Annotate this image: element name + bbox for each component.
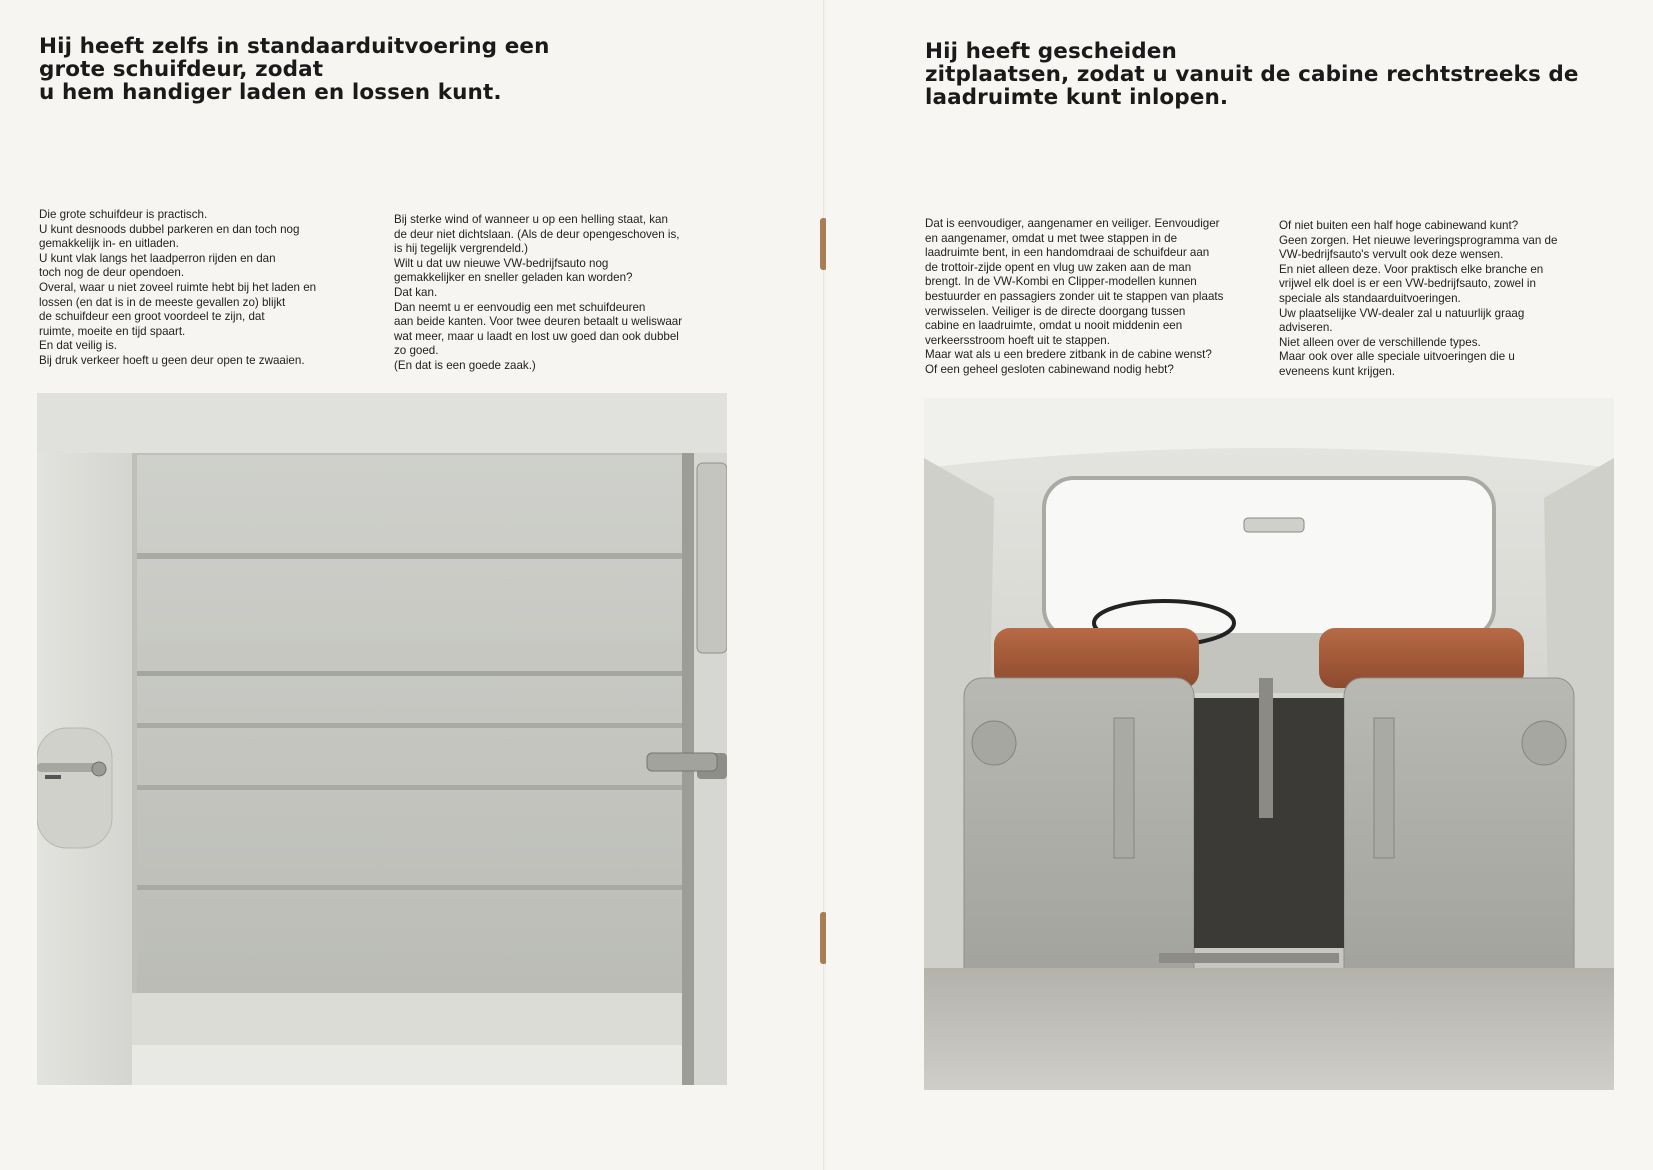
left-headline: Hij heeft zelfs in standaarduitvoering een grote schuifdeur, zodat u hem handiger laden en lossen kunt. — [39, 34, 550, 105]
sliding-door-photo — [37, 393, 727, 1085]
left-body-column-2: Bij sterke wind of wanneer u op een helling staat, kan de deur niet dichtslaan. (Als de deur opengeschoven is, is hij tegelijk vergrendeld.) Wilt u dat uw nieuwe VW-bedrijfsauto nog gemakkelijker en sneller geladen kan worden? Dat kan. Dan neemt u er eenvoudig een met schuifdeuren aan beide kanten. Voor twee deuren betaalt u weliswaar wat meer, maar u laadt en lost uw goed dan ook dubbel zo goed. (En dat is een goede zaak.) — [394, 213, 683, 372]
left-page — [0, 0, 826, 1170]
left-body-column-1: Die grote schuifdeur is practisch. U kunt desnoods dubbel parkeren en dan toch nog gemakkelijk in- en uitladen. U kunt vlak langs het laadperron rijden en dan toch nog de deur opendoen. Overal, waar u niet zoveel ruimte hebt bij het laden en lossen (en dat is in de meeste gevallen zo) blijkt de schuifdeur een groot voordeel te zijn, dat ruimte, moeite en tijd spaart. En dat veilig is. Bij druk verkeer hoeft u geen deur open te zwaaien. — [39, 208, 317, 367]
right-body-column-2: Of niet buiten een half hoge cabinewand kunt? Geen zorgen. Het nieuwe leveringsprogramma van de VW-bedrijfsauto's vervult ook deze wensen. En niet alleen deze. Voor praktisch elke branche en vrijwel elk doel is er een VW-bedrijfsauto, zowel in speciale als standaarduitvoeringen. Uw plaatselijke VW-dealer zal u natuurlijk graag adviseren. Niet alleen over de verschillende types. Maar ook over alle speciale uitvoeringen die u eveneens kunt krijgen. — [1279, 219, 1558, 378]
right-headline: Hij heeft gescheiden zitplaatsen, zodat u vanuit de cabine rechtstreeks de laadruimte kunt inlopen. — [925, 39, 1579, 110]
right-page — [826, 0, 1653, 1170]
right-body-column-1: Dat is eenvoudiger, aangenamer en veiliger. Eenvoudiger en aangenamer, omdat u met twee stappen in de laadruimte bent, in een handomdraai de schuifdeur aan de trottoir-zijde opent en vlug uw zaken aan de man brengt. In de VW-Kombi en Clipper-modellen kunnen bestuurder en passagiers zonder uit te stappen van plaats verwisselen. Veiliger is de directe doorgang tussen cabine en laadruimte, omdat u nooit middenin een verkeersstroom hoeft uit te stappen. Maar wat als u een bredere zitbank in de cabine wenst? Of een geheel gesloten cabinewand nodig hebt? — [925, 217, 1224, 376]
cabin-interior-photo — [924, 398, 1614, 1090]
